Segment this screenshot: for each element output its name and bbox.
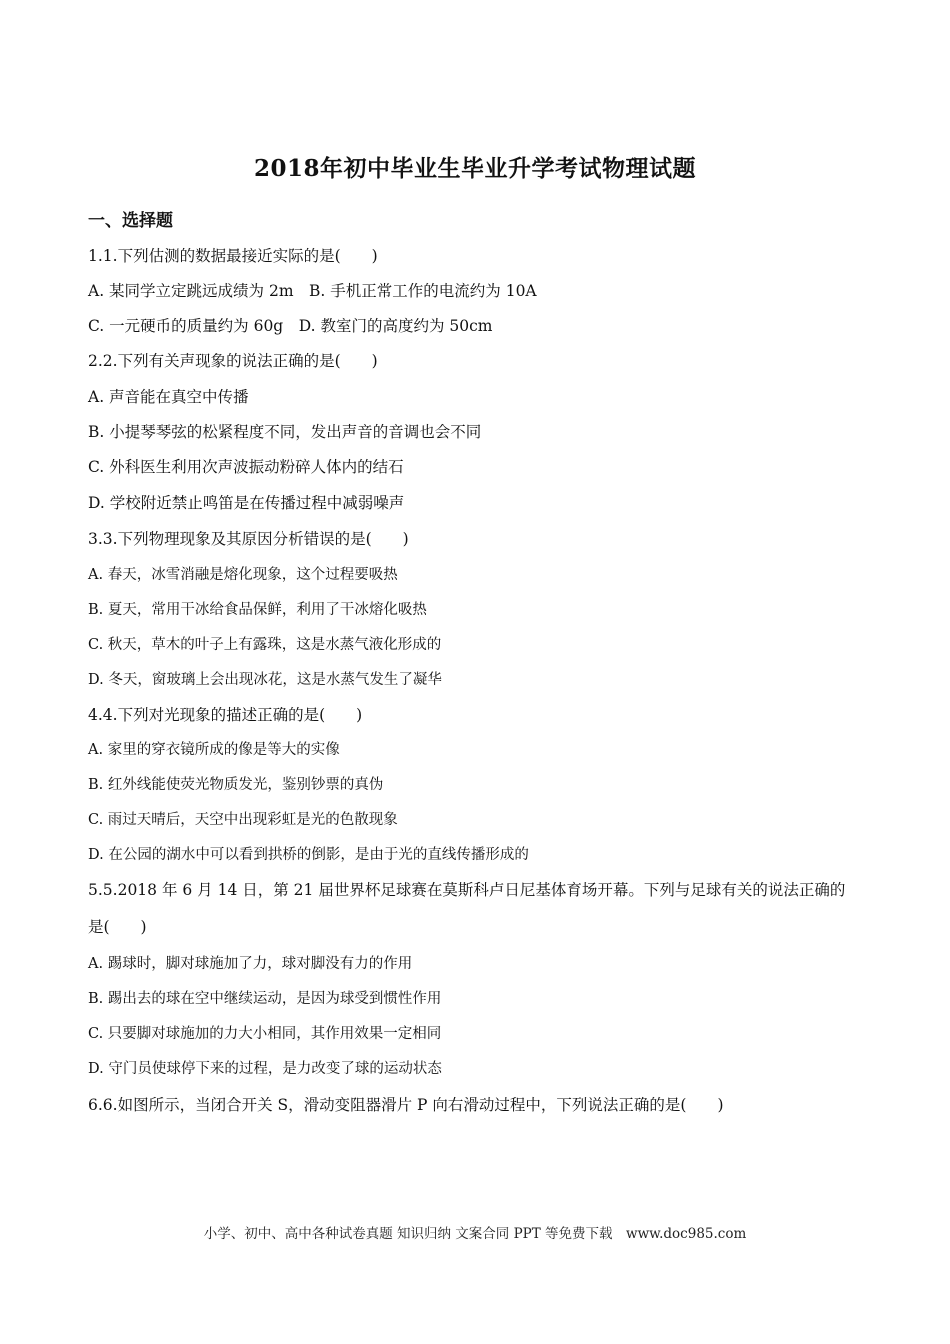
answer-option: 是( ): [88, 918, 147, 936]
answer-option: C. 一元硬币的质量约为 60g D. 教室门的高度约为 50cm: [88, 317, 493, 335]
question-stem: 6.6.如图所示，当闭合开关 S，滑动变阻器滑片 P 向右滑动过程中，下列说法正确的是( ): [88, 1096, 724, 1114]
question-stem: 2.2.下列有关声现象的说法正确的是( ): [88, 352, 378, 370]
answer-option: C. 外科医生利用次声波振动粉碎人体内的结石: [88, 458, 404, 476]
answer-option: D. 守门员使球停下来的过程，是力改变了球的运动状态: [88, 1061, 442, 1077]
answer-option: D. 冬天，窗玻璃上会出现冰花，这是水蒸气发生了凝华: [88, 672, 442, 688]
answer-option: A. 声音能在真空中传播: [88, 388, 249, 406]
question-stem: 3.3.下列物理现象及其原因分析错误的是( ): [88, 530, 409, 548]
question-stem: 1.1.下列估测的数据最接近实际的是( ): [88, 247, 378, 265]
answer-option: A. 家里的穿衣镜所成的像是等大的实像: [88, 742, 340, 758]
answer-option: C. 雨过天晴后，天空中出现彩虹是光的色散现象: [88, 812, 398, 828]
answer-option: B. 红外线能使荧光物质发光，鉴别钞票的真伪: [88, 777, 384, 793]
answer-option: A. 踢球时，脚对球施加了力，球对脚没有力的作用: [88, 956, 413, 972]
answer-option: B. 踢出去的球在空中继续运动，是因为球受到惯性作用: [88, 991, 442, 1007]
answer-option: A. 某同学立定跳远成绩为 2m B. 手机正常工作的电流约为 10A: [88, 282, 537, 300]
question-stem: 5.5.2018 年 6 月 14 日，第 21 届世界杯足球赛在莫斯科卢日尼基体育场开幕。下列与足球有关的说法正确的: [88, 881, 846, 899]
page-footer: 小学、初中、高中各种试卷真题 知识归纳 文案合同 PPT 等免费下载 www.doc985.com: [203, 1226, 747, 1242]
answer-option: A. 春天，冰雪消融是熔化现象，这个过程要吸热: [88, 567, 398, 583]
answer-option: D. 在公园的湖水中可以看到拱桥的倒影，是由于光的直线传播形成的: [88, 847, 529, 863]
answer-option: C. 秋天，草木的叶子上有露珠，这是水蒸气液化形成的: [88, 637, 442, 653]
section-heading: 一、选择题: [88, 211, 173, 231]
answer-option: B. 小提琴琴弦的松紧程度不同，发出声音的音调也会不同: [88, 423, 482, 441]
answer-option: D. 学校附近禁止鸣笛是在传播过程中减弱噪声: [88, 494, 405, 512]
page-title: 2018年初中毕业生毕业升学考试物理试题: [253, 155, 696, 182]
answer-option: C. 只要脚对球施加的力大小相同，其作用效果一定相同: [88, 1026, 442, 1042]
question-stem: 4.4.下列对光现象的描述正确的是( ): [88, 706, 363, 724]
answer-option: B. 夏天，常用干冰给食品保鲜，利用了干冰熔化吸热: [88, 602, 427, 618]
